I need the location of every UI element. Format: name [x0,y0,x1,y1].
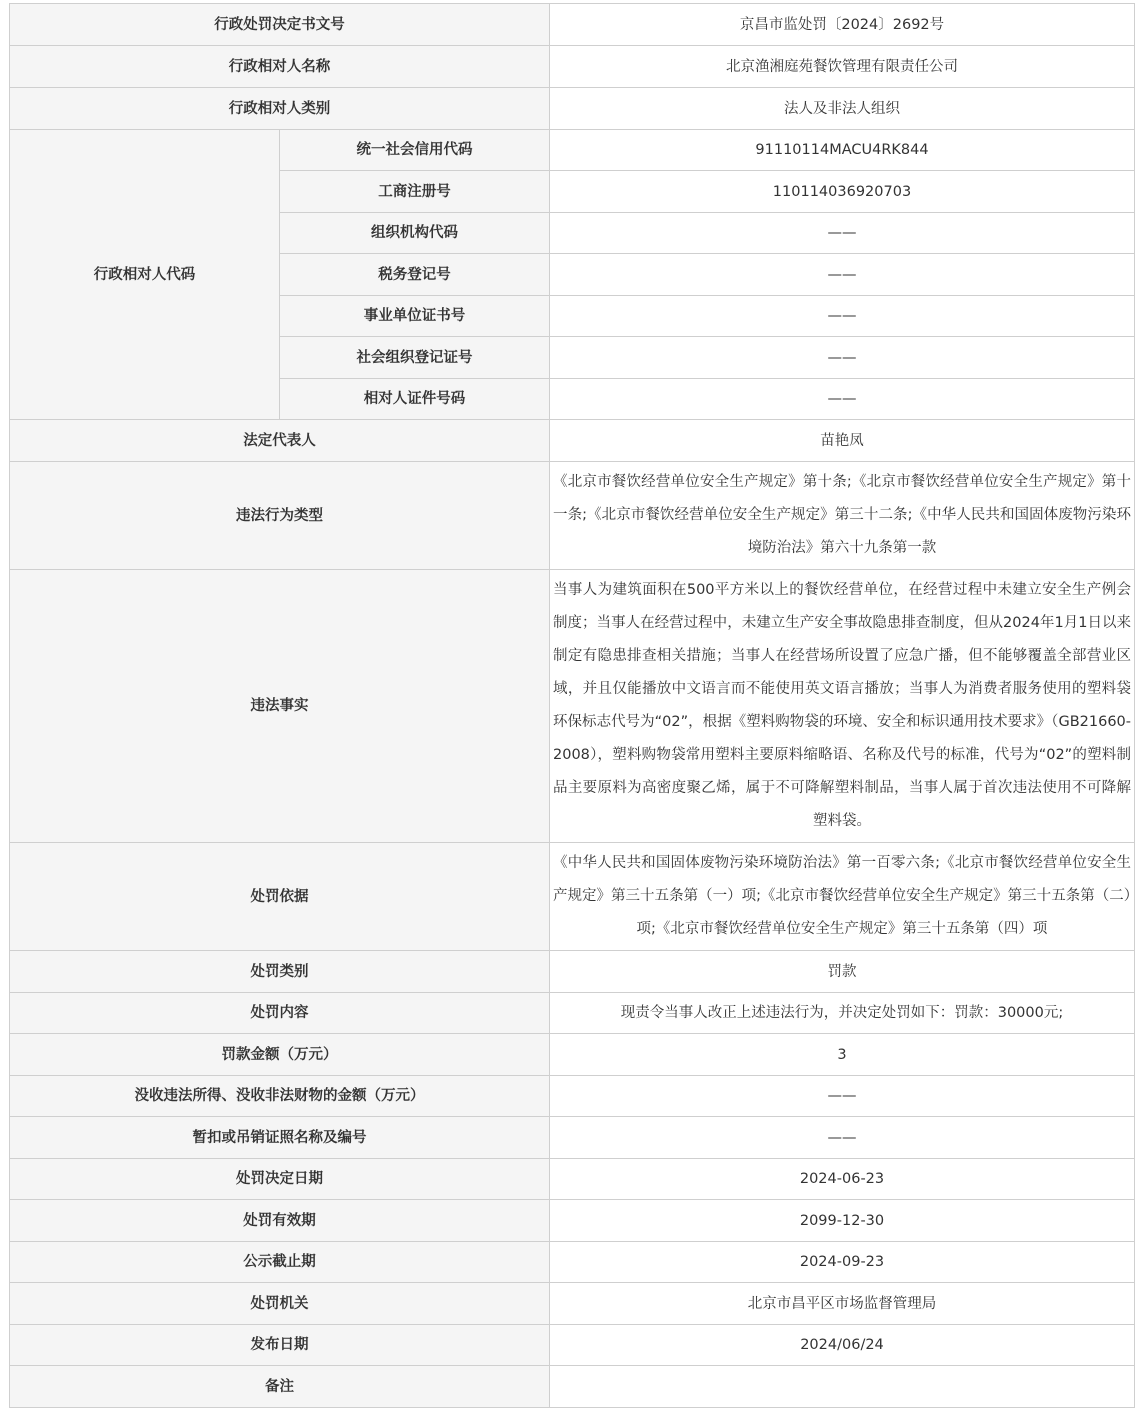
legal-rep-value: 苗艳凤 [550,420,1135,462]
row-publish-date [10,1325,1135,1366]
social-org-reg-value: —— [550,337,1135,379]
institution-cert-value: —— [550,296,1135,337]
legal-rep-label: 法定代表人 [10,420,550,462]
institution-cert-label: 事业单位证书号 [280,296,550,337]
row-confiscation [10,1076,1135,1117]
doc-number-label: 行政处罚决定书文号 [10,4,550,46]
fine-amount-label: 罚款金额（万元） [10,1034,550,1076]
row-valid-until [10,1200,1135,1242]
penalty-content-value: 现责令当事人改正上述违法行为，并决定处罚如下：罚款：30000元; [550,993,1135,1034]
party-name-value: 北京渔湘庭苑餐饮管理有限责任公司 [550,46,1135,88]
row-penalty-basis [10,843,1135,951]
license-suspension-value: —— [550,1117,1135,1159]
publicity-deadline-value: 2024-09-23 [550,1242,1135,1283]
penalty-basis-label: 处罚依据 [10,843,550,951]
confiscation-value: —— [550,1076,1135,1117]
tax-reg-value: —— [550,254,1135,296]
row-remarks [10,1366,1135,1408]
row-legal-rep [10,420,1135,462]
row-credit-code [10,130,1135,171]
row-doc-number [10,4,1135,46]
tax-reg-label: 税务登记号 [280,254,550,296]
id-number-value: —— [550,379,1135,420]
valid-until-label: 处罚有效期 [10,1200,550,1242]
row-violation-type [10,462,1135,570]
party-type-label: 行政相对人类别 [10,88,550,130]
row-license-suspension [10,1117,1135,1159]
credit-code-value: 91110114MACU4RK844 [550,130,1135,171]
business-reg-label: 工商注册号 [280,171,550,213]
row-authority [10,1283,1135,1325]
org-code-value: —— [550,213,1135,254]
penalty-record-table [9,3,1135,1408]
row-fine-amount [10,1034,1135,1076]
authority-label: 处罚机关 [10,1283,550,1325]
row-penalty-category [10,951,1135,993]
authority-value: 北京市昌平区市场监督管理局 [550,1283,1135,1325]
org-code-label: 组织机构代码 [280,213,550,254]
license-suspension-label: 暂扣或吊销证照名称及编号 [10,1117,550,1159]
penalty-category-label: 处罚类别 [10,951,550,993]
violation-type-value: 《北京市餐饮经营单位安全生产规定》第十条;《北京市餐饮经营单位安全生产规定》第十一条;《北京市餐饮经营单位安全生产规定》第三十二条;《中华人民共和国固体废物污染环境防治法》第六十九条第一款 [550,462,1135,570]
doc-number-value: 京昌市监处罚〔2024〕2692号 [550,4,1135,46]
decision-date-value: 2024-06-23 [550,1159,1135,1200]
violation-facts-value: 当事人为建筑面积在500平方米以上的餐饮经营单位，在经营过程中未建立安全生产例会制度；当事人在经营过程中，未建立生产安全事故隐患排查制度，但从2024年1月1日以来制定有隐患排查相关措施；当事人在经营场所设置了应急广播，但不能够覆盖全部营业区域，并且仅能播放中文语言而不能使用英文语言播放；当事人为消费者服务使用的塑料袋环保标志代号为“02”，根据《塑料购物袋的环境、安全和标识通用技术要求》（GB21660-2008），塑料购物袋常用塑料主要原料缩略语、名称及代号的标准，代号为“02”的塑料制品主要原料为高密度聚乙烯，属于不可降解塑料制品，当事人属于首次违法使用不可降解塑料袋。 [550,570,1135,843]
penalty-content-label: 处罚内容 [10,993,550,1034]
valid-until-value: 2099-12-30 [550,1200,1135,1242]
penalty-basis-value: 《中华人民共和国固体废物污染环境防治法》第一百零六条;《北京市餐饮经营单位安全生产规定》第三十五条第（一）项;《北京市餐饮经营单位安全生产规定》第三十五条第（二）项;《北京市餐饮经营单位安全生产规定》第三十五条第（四）项 [550,843,1135,951]
row-publicity-deadline [10,1242,1135,1283]
decision-date-label: 处罚决定日期 [10,1159,550,1200]
penalty-category-value: 罚款 [550,951,1135,993]
credit-code-label: 统一社会信用代码 [280,130,550,171]
publish-date-label: 发布日期 [10,1325,550,1366]
party-type-value: 法人及非法人组织 [550,88,1135,130]
row-violation-facts [10,570,1135,843]
row-party-type [10,88,1135,130]
publish-date-value: 2024/06/24 [550,1325,1135,1366]
violation-type-label: 违法行为类型 [10,462,550,570]
row-party-name [10,46,1135,88]
confiscation-label: 没收违法所得、没收非法财物的金额（万元） [10,1076,550,1117]
row-penalty-content [10,993,1135,1034]
fine-amount-value: 3 [550,1034,1135,1076]
row-decision-date [10,1159,1135,1200]
social-org-reg-label: 社会组织登记证号 [280,337,550,379]
party-code-label: 行政相对人代码 [10,130,280,420]
id-number-label: 相对人证件号码 [280,379,550,420]
publicity-deadline-label: 公示截止期 [10,1242,550,1283]
business-reg-value: 110114036920703 [550,171,1135,213]
party-name-label: 行政相对人名称 [10,46,550,88]
remarks-value [550,1366,1135,1408]
remarks-label: 备注 [10,1366,550,1408]
violation-facts-label: 违法事实 [10,570,550,843]
